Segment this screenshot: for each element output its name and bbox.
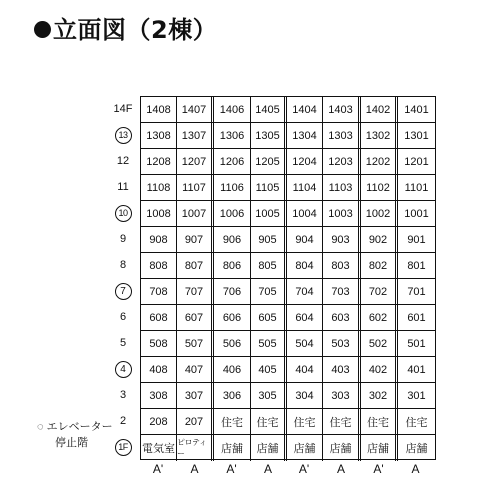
unit-cell: 406 [214,357,251,382]
floor-row [141,227,435,253]
unit-cell: 707 [177,279,214,304]
unit-cell: 404 [287,357,323,382]
unit-cell: 1005 [251,201,287,226]
unit-type-label: A' [298,462,310,476]
unit-cell: 301 [407,389,426,402]
unit-cell: 704 [287,279,323,304]
unit-cell: 802 [361,253,398,278]
floor-label [104,356,142,382]
unit-cell: 1002 [361,201,398,226]
floor-row [141,253,435,279]
unit-cell: 603 [323,305,361,330]
unit-cell: 703 [323,279,361,304]
unit-cell: 住宅 [361,409,398,434]
floor-row [141,97,435,123]
floor-label-text: 12 [116,155,130,167]
unit-cell: 807 [177,253,214,278]
unit-cell: 608 [141,305,177,330]
unit-cell: 店舗 [361,435,398,461]
unit-cell: 1207 [177,149,214,174]
unit-type-label: A' [373,462,384,476]
unit-cell: 405 [251,357,287,382]
floor-row [141,149,435,175]
unit-cell: 1302 [361,123,398,148]
unit-cell: 1006 [214,201,251,226]
unit-cell: 804 [287,253,323,278]
unit-type-label: A [411,462,420,476]
unit-type-label: A' [226,462,237,476]
elevator-note [37,419,113,451]
unit-cell: 507 [177,331,214,356]
unit-cell: 1202 [361,149,398,174]
floor-row [141,357,435,383]
floor-row [141,409,435,435]
unit-cell: 店舗 [214,435,251,461]
unit-cell: 1104 [287,175,323,200]
floor-label [104,330,142,356]
unit-type-label: A [336,462,345,476]
unit-cell: 1404 [287,97,323,122]
unit-cell: 606 [214,305,251,330]
unit-cell: 1407 [177,97,214,122]
bullet-icon [34,21,51,38]
unit-cell: 305 [251,383,287,408]
unit-cell: 903 [323,227,361,252]
unit-cell: 505 [251,331,287,356]
unit-cell: 住宅 [251,409,287,434]
unit-cell: 908 [141,227,177,252]
unit-cell: 907 [177,227,214,252]
floor-row [141,175,435,201]
unit-cell: 1108 [141,175,177,200]
unit-cell: 1306 [214,123,251,148]
unit-type-label: A [263,462,272,476]
unit-cell: 508 [141,331,177,356]
unit-cell: 1304 [287,123,323,148]
floor-label [104,278,142,304]
unit-cell: 1102 [361,175,398,200]
unit-cell: 403 [323,357,361,382]
unit-cell: 1107 [177,175,214,200]
unit-cell: 808 [141,253,177,278]
unit-cell: 401 [407,363,426,376]
unit-cell: 店舗 [251,435,287,461]
unit-cell: 402 [361,357,398,382]
unit-cell: 407 [177,357,214,382]
page-title [34,10,217,45]
unit-cell: 705 [251,279,287,304]
floor-row [141,305,435,331]
unit-cell: 1201 [404,155,429,168]
elevator-note-line2: 停止階 [55,437,88,449]
unit-cell: 住宅 [214,409,251,434]
unit-cell: 607 [177,305,214,330]
floor-label-text: 9 [119,233,127,245]
unit-cell: 1205 [251,149,287,174]
unit-cell: 1401 [404,103,429,116]
unit-cell: 902 [361,227,398,252]
floor-label-text: 8 [119,259,127,271]
floor-label [104,382,142,408]
floor-label-text: 4 [115,361,132,378]
unit-cell: 906 [214,227,251,252]
floor-label [104,226,142,252]
unit-cell: 708 [141,279,177,304]
unit-cell: 1403 [323,97,361,122]
floor-label-text: 2 [119,415,127,427]
unit-type-row [140,460,436,478]
unit-cell: 1105 [251,175,287,200]
unit-cell: 604 [287,305,323,330]
floor-label-text: 5 [119,337,127,349]
floor-label-text: 13 [115,127,132,144]
unit-cell: 1307 [177,123,214,148]
unit-cell: 208 [141,409,177,434]
floor-label [104,200,142,226]
unit-cell: 307 [177,383,214,408]
title-text: 立面図（2棟） [53,16,218,44]
floor-row [141,123,435,149]
unit-cell: 1301 [404,129,429,142]
floor-label-text: 14F [113,103,133,115]
unit-cell: 1106 [214,175,251,200]
unit-cell: 805 [251,253,287,278]
unit-cell: 408 [141,357,177,382]
unit-cell: 302 [361,383,398,408]
unit-cell: 店舗 [287,435,323,461]
unit-cell: 602 [361,305,398,330]
floor-row [141,279,435,305]
unit-cell: 1103 [323,175,361,200]
unit-cell: 801 [407,259,426,272]
unit-cell: 502 [361,331,398,356]
unit-cell: 308 [141,383,177,408]
unit-cell: 1308 [141,123,177,148]
unit-cell: 306 [214,383,251,408]
unit-cell: 1007 [177,201,214,226]
unit-cell: 1402 [361,97,398,122]
unit-cell: 901 [407,233,426,246]
unit-cell: 501 [407,337,426,350]
unit-cell: 1305 [251,123,287,148]
unit-type-label: A [190,462,199,476]
unit-cell: 1203 [323,149,361,174]
unit-cell: 住宅 [405,416,428,429]
unit-cell: 住宅 [323,409,361,434]
floor-label-text: 10 [115,205,132,222]
unit-cell: 1303 [323,123,361,148]
unit-cell: 605 [251,305,287,330]
unit-cell: 1408 [141,97,177,122]
unit-cell: 電気室 [141,435,177,461]
floor-row [141,383,435,409]
floor-row [141,435,435,461]
unit-cell: 1208 [141,149,177,174]
unit-cell: 706 [214,279,251,304]
floor-label [104,174,142,200]
floor-row [141,201,435,227]
unit-cell: 1004 [287,201,323,226]
unit-cell: 803 [323,253,361,278]
floor-label-text: 6 [119,311,127,323]
unit-cell: 1206 [214,149,251,174]
unit-cell: 904 [287,227,323,252]
floor-label [104,122,142,148]
unit-cell: 701 [407,285,426,298]
unit-cell: 303 [323,383,361,408]
floor-label [104,148,142,174]
unit-cell: ピロティー [177,435,214,461]
floor-label-text: 7 [115,283,132,300]
unit-cell: 504 [287,331,323,356]
unit-cell: 503 [323,331,361,356]
unit-cell: 702 [361,279,398,304]
unit-cell: 1405 [251,97,287,122]
unit-cell: 1008 [141,201,177,226]
floor-labels [104,96,142,460]
unit-cell: 1101 [404,181,429,194]
floor-label [104,304,142,330]
floor-label [104,96,142,122]
unit-cell: 304 [287,383,323,408]
unit-cell: 506 [214,331,251,356]
unit-cell: 店舗 [405,443,428,455]
unit-cell: 住宅 [287,409,323,434]
floor-label-text: 11 [117,181,129,193]
unit-cell: 1406 [214,97,251,122]
unit-cell: 1001 [404,207,429,220]
floor-label [104,252,142,278]
unit-cell: 806 [214,253,251,278]
floor-row [141,331,435,357]
unit-cell: 601 [407,311,426,324]
unit-cell: 207 [177,409,214,434]
unit-cell: 1204 [287,149,323,174]
floor-label-text: 3 [119,389,127,401]
unit-cell: 店舗 [323,435,361,461]
floor-label-text: 1F [115,439,132,456]
unit-type-label: A' [152,462,164,476]
unit-cell: 1003 [323,201,361,226]
unit-cell: 905 [251,227,287,252]
elevation-grid [140,96,436,460]
elevator-note-line1: ◌ エレベーター [37,421,113,433]
